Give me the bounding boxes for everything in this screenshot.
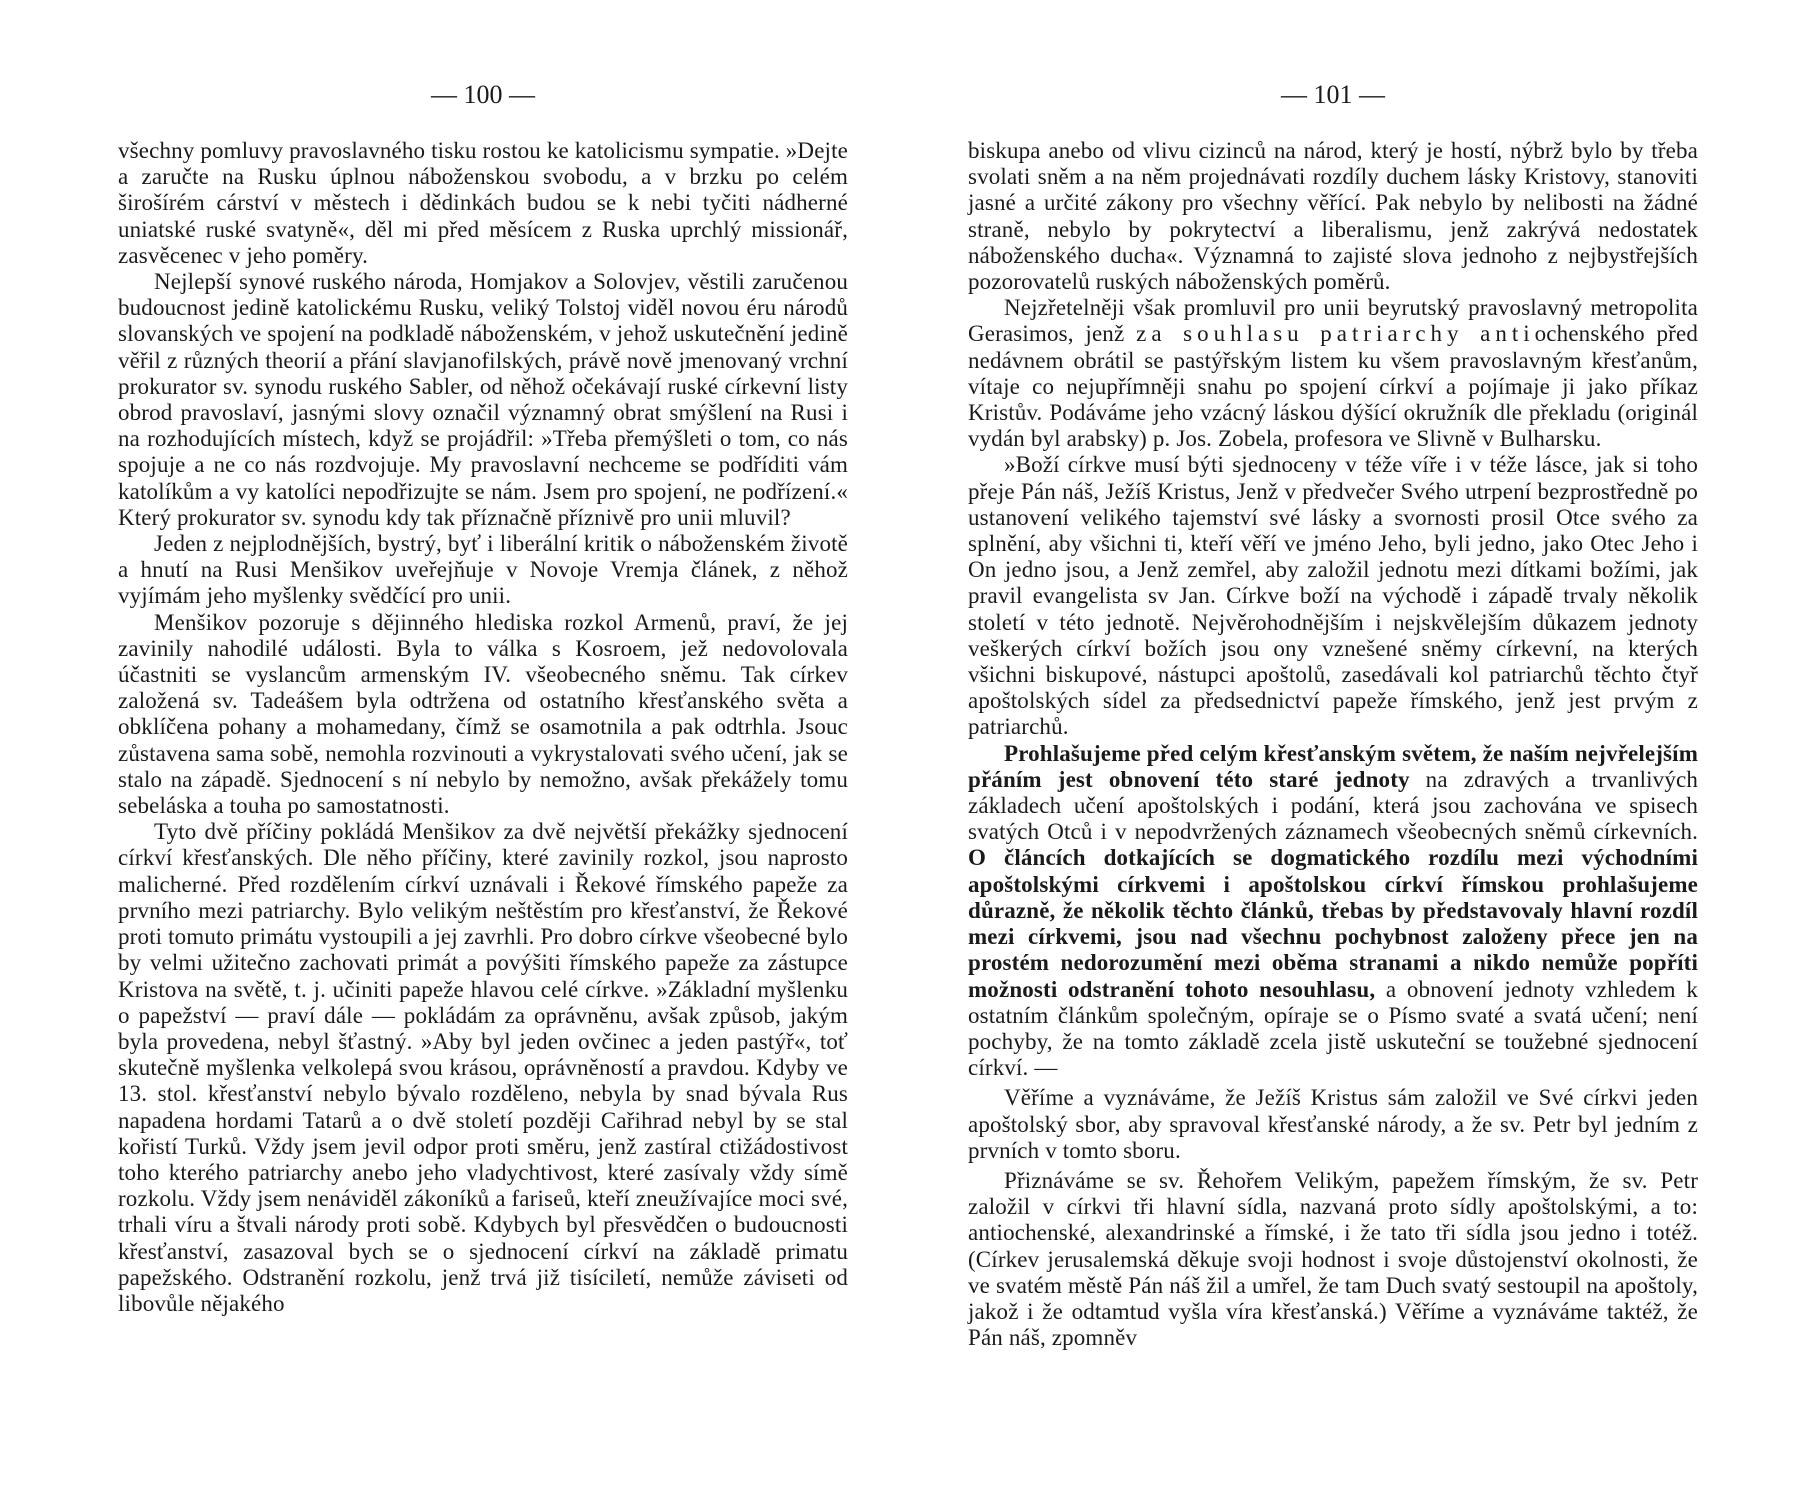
- paragraph: »Boží církve musí býti sjednoceny v téže víře i v téže lásce, jak si toho přeje Pán náš, Ježíš Kristus, Jenž v předvečer Svého utrpení bezprostředně po ustanovení velikého tajemství své lásky a svornosti prosil Otce svého za splnění, aby všichni ti, kteří věří ve jméno Jeho, byli jedno, jako Otec Jeho i On jedno jsou, a Jenž zemřel, aby založil jednotu mezi dítkami božími, jak pravil evangelista sv Jan. Církve boží na východě i západě trvaly několik století v této jednotě. Nejvěrohodnějším i nejskvělejším důkazem jednoty veškerých církví božích jsou ony vznešené sněmy církevní, na kterých všichni biskupové, nástupci apoštolů, zasedávali kol patriarchů těchto čtyř apoštolských sídel za předsednictví papeže římského, jenž jest prvým z patriarchů.: [968, 452, 1698, 740]
- paragraph: všechny pomluvy pravoslavného tisku rostou ke katolicismu sympatie. »Dejte a zaručte na Rusku úplnou náboženskou svobodu, a v brzku po celém širošírém cárství v městech i dědinkách budou se k nebi tyčiti nádherné uniatské ruské svatyně«, děl mi před měsícem z Ruska uprchlý missionář, zasvěcenec v jeho poměry.: [118, 138, 848, 268]
- right-page-text: [968, 138, 1698, 1351]
- paragraph: biskupa anebo od vlivu cizinců na národ, který je hostí, nýbrž bylo by třeba svolati sněm a na něm projednávati rozdíly duchem lásky Kristovy, stanoviti jasné a určité zákony pro všechny věřící. Pak nebylo by nelibosti na žádné straně, nebylo by pokrytectví a liberalismu, jenž zakrývá nedostatek náboženského ducha«. Významná to zajisté slova jednoho z nejbystřejších pozorovatelů ruských náboženských poměrů.: [968, 138, 1698, 295]
- paragraph: Nejlepší synové ruského národa, Homjakov a Solovjev, věstili zaručenou budoucnost jedině katolickému Rusku, veliký Tolstoj viděl novou éru národů slovanských ve spojení na podkladě náboženském, v jehož uskutečnění jedině věřil z různých theorií a přání slavjanofilských, právě nově jmenovaný vrchní prokurator sv. synodu ruského Sabler, od něhož očekávají ruské církevní listy obrod pravoslaví, jasnými slovy označil významný obrat smýšlení na Rusi i na rozhodujících místech, když se projádřil: »Třeba přemýšleti o tom, co nás spojuje a ne co nás rozdvojuje. My pravoslavní nechceme se podříditi vám katolíkům a vy katolíci nepodřizujte se nám. Jsem pro spojení, ne podřízení.« Který prokurator sv. synodu kdy tak příznačně příznivě pro unii mluvil?: [118, 269, 848, 530]
- paragraph: [968, 741, 1698, 1082]
- paragraph: Menšikov pozoruje s dějinného hlediska rozkol Armenů, praví, že jej zavinily nahodilé události. Byla to válka s Kosroem, jež nedovolovala účastniti se vyslancům armenským IV. všeobecného sněmu. Tak církev založená sv. Tadeášem byla odtržena od ostatního křesťanského světa a obklíčena pohany a mohamedany, čímž se osamotnila a pak odtrhla. Jsouc zůstavena sama sobě, nemohla rozvinouti a vykrystalovati svého učení, jak se stalo na západě. Sjednocení s ní nebylo by nemožno, avšak překážely tomu sebeláska a touha po samostatnosti.: [118, 609, 848, 819]
- page-number-left: — 100 —: [431, 80, 535, 109]
- paragraph: Tyto dvě příčiny pokládá Menšikov za dvě největší překážky sjednocení církví křesťanských. Dle něho příčiny, které zavinily rozkol, jsou naprosto malicherné. Před rozdělením církví uznávali i Řekové římského papeže za prvního mezi patriarchy. Bylo velikým neštěstím pro křesťanství, že Řekové proti tomuto primátu vystoupili a jej zavrhli. Pro dobro církve všeobecné bylo by velmi užitečno zachovati primát a povýšiti římského papeže za zástupce Kristova na světě, t. j. učiniti papeže hlavou celé církve. »Základní myšlenku o papežství — praví dále — pokládám za oprávněnu, avšak způsob, jakým byla provedena, nebyl šťastný. »Aby byl jeden ovčinec a jeden pastýř«, toť skutečně myšlenka velkolepá svou krásou, oprávněností a pravdou. Kdyby ve 13. stol. křesťanství nebylo bývalo rozděleno, nebyla by snad bývala Rus napadena hordami Tatarů a o dvě století později Cařihrad nebyl by se stal kořistí Turků. Vždy jsem jevil odpor proti směru, jenž zastíral ctižádostivost toho kterého patriarchy anebo jeho vladychtivost, které zasívaly vždy símě rozkolu. Vždy jsem nenáviděl zákoníků a fariseů, kteří zneužívajíce moci své, trhali víru a štvali národy proti sobě. Kdybych byl přesvědčen o budoucnosti křesťanství, zasazoval bych se o sjednocení církví na základě primatu papežského. Odstranění rozkolu, jenž trvá již tisíciletí, nemůže záviseti od libovůle nějakého: [118, 819, 848, 1316]
- paragraph-text: a obnovení jednoty vzhledem k ostatním článkům společným, opíraje se o Písmo svaté a svatá učení; není pochyby, že na tomto základě zcela jistě uskuteční se toužebné sjednocení církví. —: [968, 976, 1698, 1081]
- paragraph: [968, 295, 1698, 452]
- bold-text: O článcích dotkajících se dogmatického rozdílu mezi východními apoštolskými církvemi i apoštolskou církví římskou prohlašujeme důrazně, že několik těchto článků, třebas by představovaly hlavní rozdíl mezi církvemi, jsou nad všechnu pochybnost založeny přece jen na prostém nedorozumění mezi oběma stranami a nikdo nemůže popříti možnosti odstranění tohoto nesouhlasu,: [968, 845, 1698, 1002]
- page-number-right: — 101 —: [1281, 80, 1385, 109]
- left-page-text: [118, 138, 848, 1317]
- paragraph: Přiznáváme se sv. Řehořem Velikým, papežem římským, že sv. Petr založil v církvi tři hlavní sídla, nazvaná proto sídly apoštolskými, a to: antiochenské, alexandrinské a římské, i že tato tři sídla jsou jedno i totéž. (Církev jerusalemská děkuje svoji hodnost i svoje důstojenství okolnosti, že ve svatém městě Pán náš žil a umřel, že tam Duch svatý sestoupil na apoštoly, jakož i že odtamtud vyšla víra křesťanská.) Věříme a vyznáváme taktéž, že Pán náš, zpomněv: [968, 1167, 1698, 1351]
- paragraph-text: na zdravých a trvanlivých základech učení apoštolských i podání, která jsou zachována ve spisech svatých Otců i v nepodvržených záznamech všeobecných sněmů církevních.: [968, 766, 1698, 845]
- right-page: [968, 0, 1698, 1500]
- paragraph: Věříme a vyznáváme, že Ježíš Kristus sám založil ve Své církvi jeden apoštolský sbor, aby spravoval křesťanské národy, a že sv. Petr byl jedním z prvních v tomto sboru.: [968, 1085, 1698, 1163]
- left-page: [118, 0, 848, 1500]
- paragraph: Jeden z nejplodnějších, bystrý, byť i liberální kritik o náboženském životě a hnutí na Rusi Menšikov uveřejňuje v Novoje Vremja článek, z něhož vyjímám jeho myšlenky svědčící pro unii.: [118, 531, 848, 609]
- paragraph-text: Nejzřetelněji však promluvil pro unii beyrutský pravoslavný metropolita Gerasimos, jenž: [968, 295, 1698, 347]
- paragraph-text: ochenského před nedávnem obrátil se pastýřským listem ku všem pravoslavným křesťanům, vítaje co nejupřímněji snahu po spojení církví a pojímaje ji jako příkaz Kristův. Podáváme jeho vzácný láskou dýšící okružník dle překladu (originál vydán byl arabsky) p. Jos. Zobela, profesora ve Slivně v Bulharsku.: [968, 321, 1698, 452]
- bold-text: Prohlašujeme před celým křesťanským světem, že naším nejvřelejším přáním jest obnovení této staré jednoty: [968, 740, 1698, 792]
- spaced-emphasis-text: za souhlasu patriarchy anti: [1136, 321, 1535, 347]
